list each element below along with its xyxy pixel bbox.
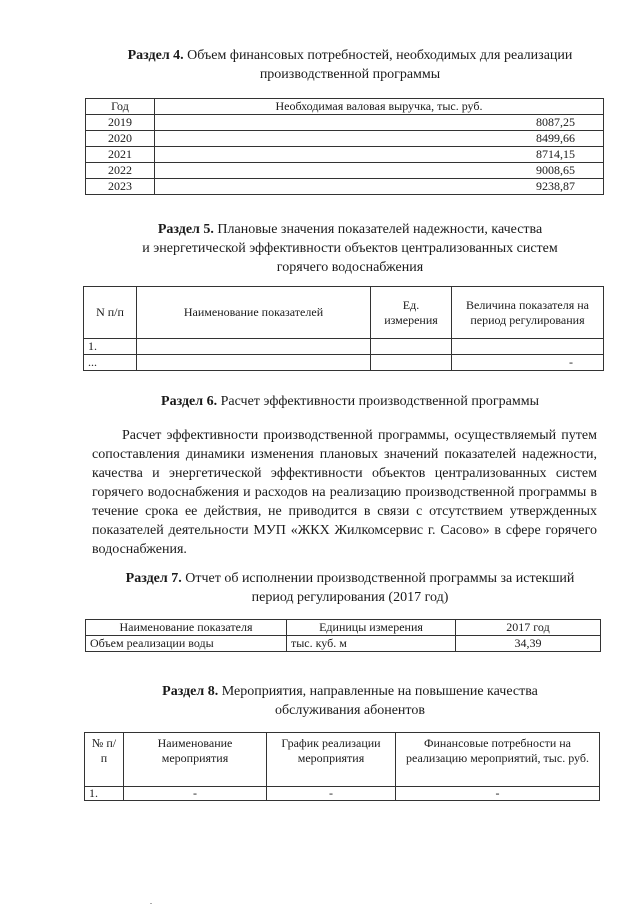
header-financing: Финансовые потребности на реализацию мероприятий, тыс. руб. (396, 733, 600, 787)
section7-title-line2: период регулирования (2017 год) (251, 590, 449, 605)
header-unit: Ед. измерения (371, 287, 452, 339)
cell-value (452, 339, 604, 355)
section5-label: Раздел 5. (157, 222, 214, 237)
header-unit: Единицы измерения (287, 620, 456, 636)
table-header-row (85, 733, 600, 787)
section4-label: Раздел 4. (127, 48, 184, 63)
section5-title-line1: Плановые значения показателей надежности, качества (217, 222, 543, 237)
cell-value: 9238,87 (155, 179, 604, 195)
cell-schedule: - (267, 787, 396, 801)
cell-year: 2021 (86, 147, 155, 163)
footer-mark: . (150, 897, 152, 906)
table-row (86, 147, 604, 163)
cell-value: 8087,25 (155, 115, 604, 131)
cell-value: - (452, 355, 604, 371)
section4-table (85, 98, 604, 195)
section6-heading (70, 392, 630, 411)
section6-label: Раздел 6. (161, 394, 218, 409)
section5-title-line3: горячего водоснабжения (276, 260, 424, 275)
table-header-row (86, 99, 604, 115)
section8-table (84, 732, 600, 801)
cell-unit (371, 339, 452, 355)
cell-number: ... (84, 355, 137, 371)
section8-title-line1: Мероприятия, направленные на повышение качества (221, 684, 538, 699)
cell-number: 1. (84, 339, 137, 355)
cell-financing: - (396, 787, 600, 801)
table-row (84, 339, 604, 355)
section7-table (85, 619, 601, 652)
cell-value: 8499,66 (155, 131, 604, 147)
header-year: Год (86, 99, 155, 115)
table-header-row (84, 287, 604, 339)
header-value: Величина показателя на период регулирования (452, 287, 604, 339)
cell-value: 34,39 (456, 636, 601, 652)
section4-title-line2: производственной программы (259, 67, 441, 82)
header-measure: Наименование мероприятия (124, 733, 267, 787)
section6-title: Расчет эффективности производственной программы (220, 394, 539, 409)
cell-year: 2022 (86, 163, 155, 179)
table-header-row (86, 620, 601, 636)
cell-value: 8714,15 (155, 147, 604, 163)
header-indicator: Наименование показателя (86, 620, 287, 636)
table-row (85, 787, 600, 801)
section6-paragraph: Расчет эффективности производственной программы, осуществляемый путем сопоставления динамики изменения плановых значений показателей надежности, качества и энергетической эффективности объектов централизованных систем горячего водоснабжения и расходов на реализацию производственной программы в течение срока ее действия, не приводится в связи с отсутствием утвержденных показателей деятельности МУП «ЖКХ Жилкомсервис г. Сасово» в сфере горячего водоснабжения. (92, 428, 597, 557)
cell-indicator (137, 355, 371, 371)
cell-value: 9008,65 (155, 163, 604, 179)
table-row (86, 636, 601, 652)
cell-year: 2020 (86, 131, 155, 147)
section4-title-line1: Объем финансовых потребностей, необходимых для реализации (187, 48, 573, 63)
header-year: 2017 год (456, 620, 601, 636)
section7-title-line1: Отчет об исполнении производственной программы за истекший (185, 571, 575, 586)
header-schedule: График реализации мероприятия (267, 733, 396, 787)
table-row (86, 115, 604, 131)
header-revenue: Необходимая валовая выручка, тыс. руб. (155, 99, 604, 115)
section5-heading (70, 220, 630, 277)
cell-measure: - (124, 787, 267, 801)
header-number: N п/п (84, 287, 137, 339)
table-row (86, 163, 604, 179)
cell-unit: тыс. куб. м (287, 636, 456, 652)
cell-indicator (137, 339, 371, 355)
table-row (86, 131, 604, 147)
cell-year: 2019 (86, 115, 155, 131)
table-row (84, 355, 604, 371)
section5-table (83, 286, 604, 371)
cell-unit (371, 355, 452, 371)
section7-label: Раздел 7. (125, 571, 182, 586)
section5-title-line2: и энергетической эффективности объектов централизованных систем (142, 241, 558, 256)
section8-title-line2: обслуживания абонентов (275, 703, 425, 718)
cell-number: 1. (85, 787, 124, 801)
section4-heading (70, 46, 630, 84)
section7-heading (70, 569, 630, 607)
section8-label: Раздел 8. (162, 684, 219, 699)
cell-year: 2023 (86, 179, 155, 195)
cell-indicator: Объем реализации воды (86, 636, 287, 652)
header-indicator: Наименование показателей (137, 287, 371, 339)
header-number: № п/п (85, 733, 124, 787)
section8-heading (70, 682, 630, 720)
table-row (86, 179, 604, 195)
